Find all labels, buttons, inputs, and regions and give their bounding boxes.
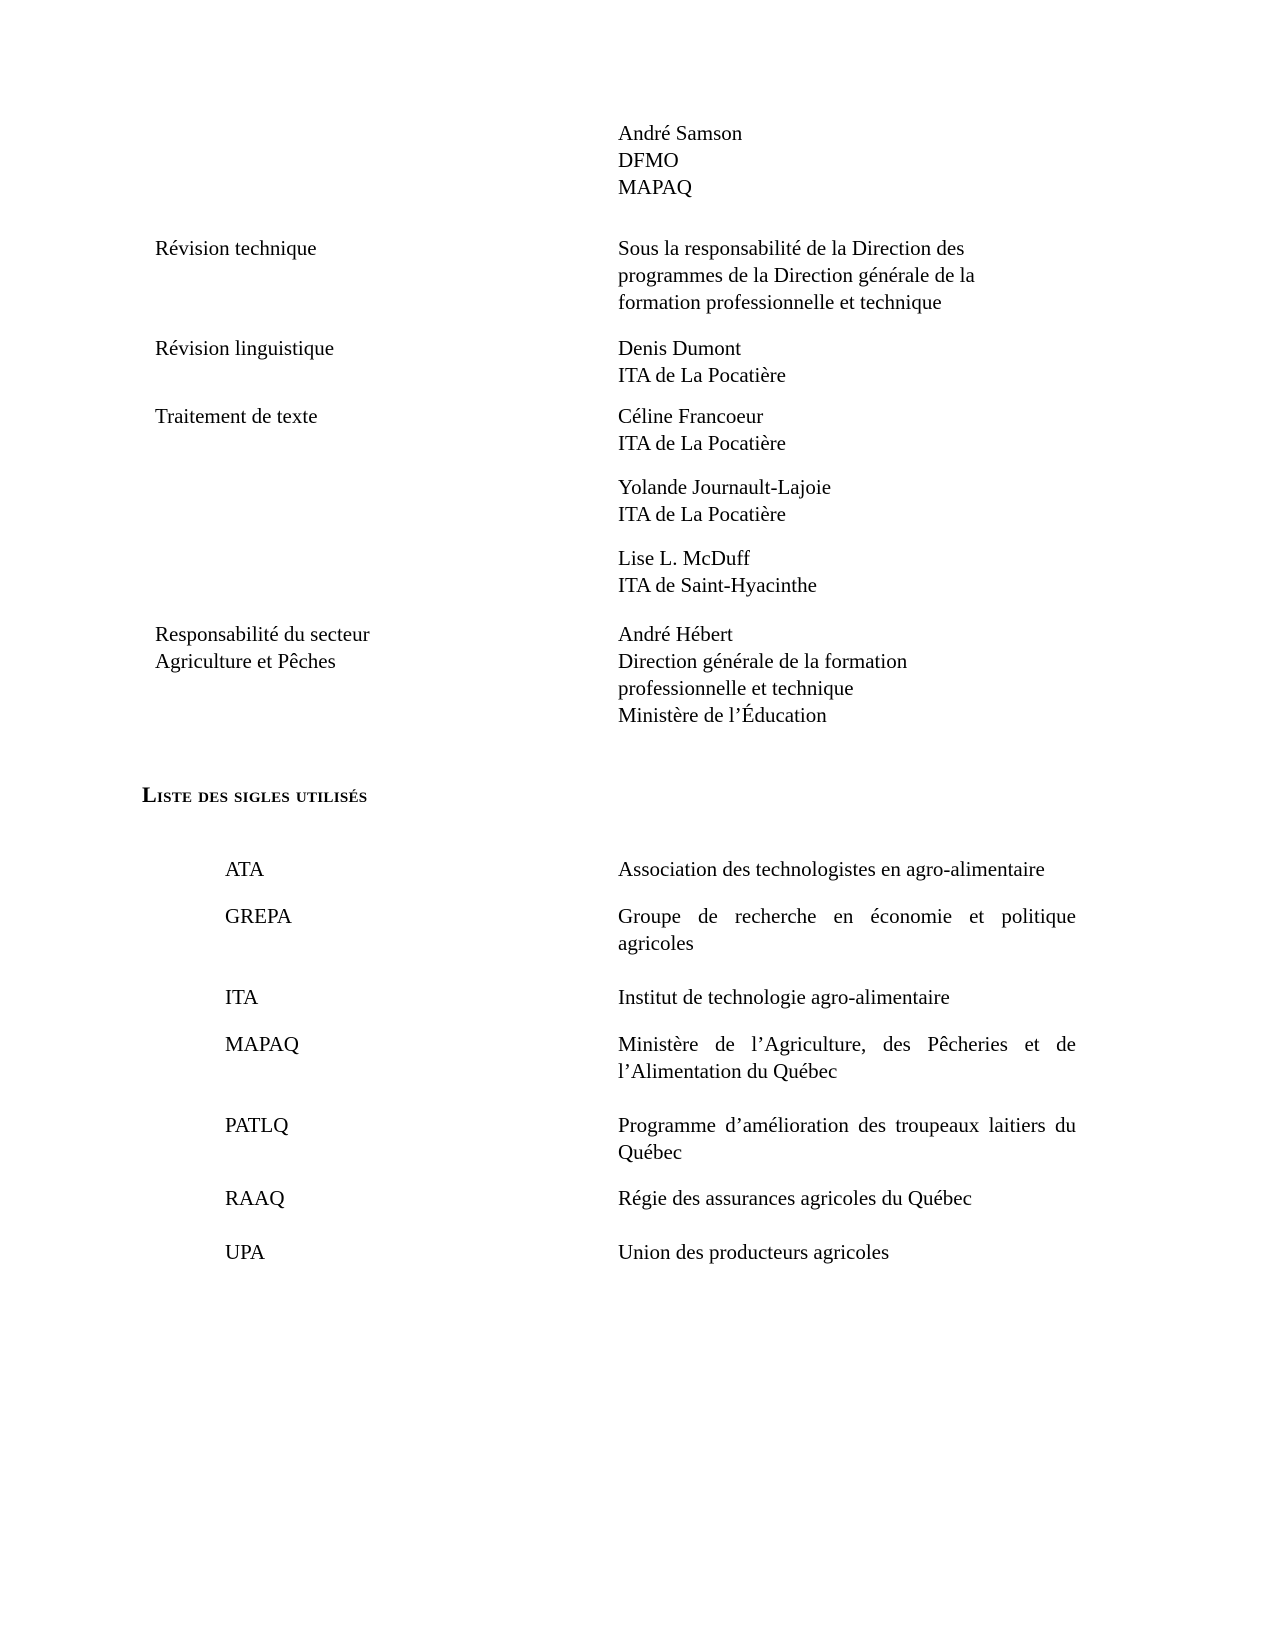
credit-block [618, 545, 1076, 599]
credit-content [618, 621, 1076, 729]
credit-block [618, 403, 1076, 457]
sigle-acronym: ITA [225, 985, 259, 1009]
credit-row [155, 403, 1275, 599]
credit-content [618, 335, 1076, 389]
credit-role [155, 403, 618, 599]
credit-text-line: formation professionnelle et technique [618, 290, 942, 314]
sigle-definition: Programme d’amélioration des troupeaux laitiers du Québec [618, 1113, 1076, 1164]
sigle-acronym: GREPA [225, 904, 292, 928]
sigle-definition: Groupe de recherche en économie et politique agricoles [618, 904, 1076, 955]
credit-org-line: ITA de Saint-Hyacinthe [618, 573, 817, 597]
credit-text-line: programmes de la Direction générale de la [618, 263, 975, 287]
sigle-acronym: UPA [225, 1240, 266, 1264]
credit-role [155, 621, 618, 729]
credit-name-line: André Samson [618, 121, 743, 145]
credit-org-line: ITA de La Pocatière [618, 502, 786, 526]
sigle-definition: Union des producteurs agricoles [618, 1240, 890, 1264]
sigle-definition: Institut de technologie agro-alimentaire [618, 985, 950, 1009]
credit-role [155, 235, 618, 316]
credit-org-line: professionnelle et technique [618, 676, 854, 700]
credit-name-line: André Hébert [618, 622, 733, 646]
credit-role-label: Révision technique [155, 236, 317, 260]
credit-org-line: Ministère de l’Éducation [618, 703, 827, 727]
credit-block [618, 621, 1076, 729]
credit-role-label: Traitement de texte [155, 404, 318, 428]
sigle-row [225, 856, 1275, 883]
credit-org-line: ITA de La Pocatière [618, 431, 786, 455]
credit-row [155, 335, 1275, 389]
credit-role-label: Responsabilité du secteur [155, 622, 370, 646]
credit-content [618, 403, 1076, 599]
sigle-acronym: PATLQ [225, 1113, 289, 1137]
sigle-definition: Association des technologistes en agro-alimentaire [618, 857, 1045, 881]
credit-text-line: Sous la responsabilité de la Direction des [618, 236, 965, 260]
credit-block [618, 474, 1076, 528]
credit-row [155, 120, 1275, 201]
sigle-acronym: RAAQ [225, 1186, 285, 1210]
section-heading-sigles: Liste des sigles utilisés [142, 782, 368, 807]
credit-name-line: Lise L. McDuff [618, 546, 750, 570]
credit-name-line: Céline Francoeur [618, 404, 764, 428]
sigle-definition: Régie des assurances agricoles du Québec [618, 1186, 972, 1210]
sigle-row [225, 903, 1275, 957]
credit-row [155, 621, 1275, 729]
sigle-definition: Ministère de l’Agriculture, des Pêcheries et de l’Alimentation du Québec [618, 1032, 1076, 1083]
credit-role [155, 120, 618, 201]
credit-role-label: Révision linguistique [155, 336, 335, 360]
credit-org-line: Direction générale de la formation [618, 649, 908, 673]
credits-section [0, 120, 1275, 729]
sigle-row [225, 1239, 1275, 1266]
sigle-row [225, 1185, 1275, 1212]
credit-name-line: Yolande Journault-Lajoie [618, 475, 832, 499]
sigle-row [225, 1112, 1275, 1166]
credit-name-line: Denis Dumont [618, 336, 742, 360]
credit-org-line: ITA de La Pocatière [618, 363, 786, 387]
sigle-row [225, 1031, 1275, 1085]
sigles-list [0, 856, 1275, 1266]
sigle-row [225, 984, 1275, 1011]
credit-block [618, 335, 1076, 389]
credit-role-label: Agriculture et Pêches [155, 649, 336, 673]
credit-block [618, 235, 1076, 316]
credit-role [155, 335, 618, 389]
credit-org-line: MAPAQ [618, 175, 692, 199]
sigle-acronym: MAPAQ [225, 1032, 299, 1056]
credit-content [618, 235, 1076, 316]
sigle-acronym: ATA [225, 857, 265, 881]
credit-row [155, 235, 1275, 316]
credit-block [618, 120, 1076, 201]
credit-org-line: DFMO [618, 148, 679, 172]
credit-content [618, 120, 1076, 201]
